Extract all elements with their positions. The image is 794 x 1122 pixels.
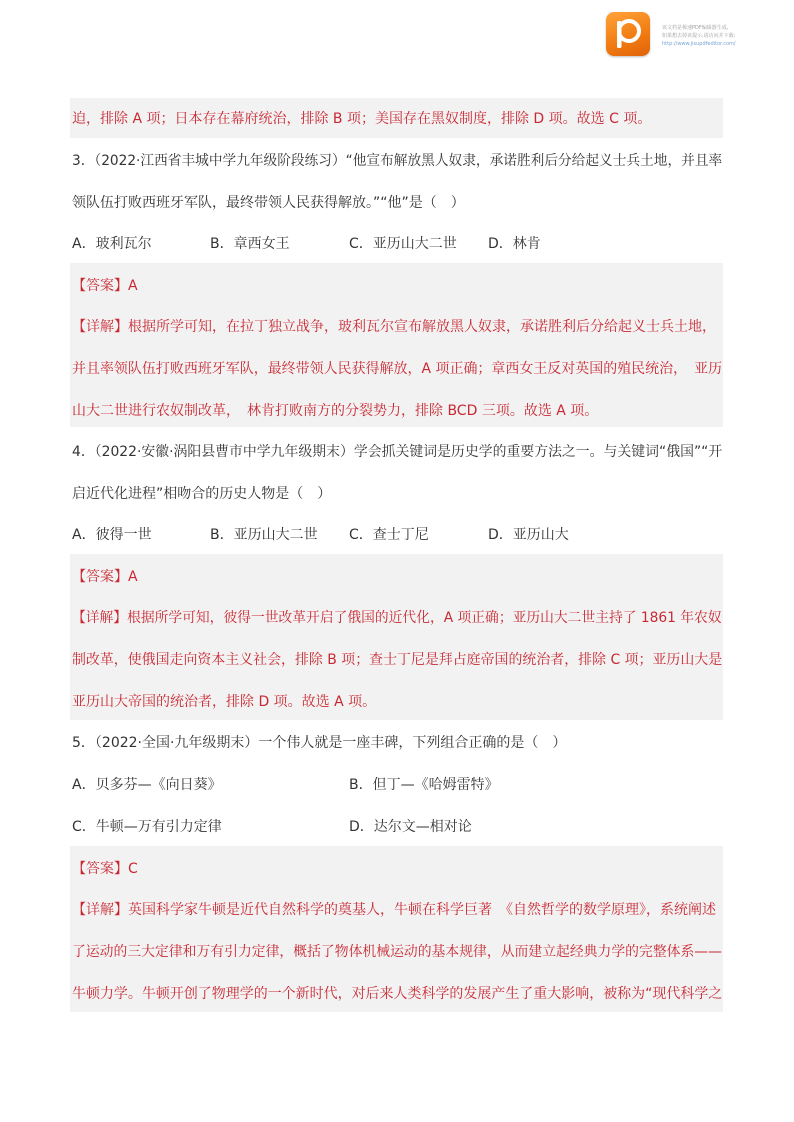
- detail-line: 了运动的三大定律和万有引力定律，概括了物体机械运动的基本规律，从而建立起经典力学的完整体系——: [72, 944, 722, 960]
- option-b: B．亚历山大二世: [210, 527, 318, 543]
- p-letter-icon: [606, 12, 650, 56]
- question-3-line: 3．（2022·江西省丰城中学九年级阶段练习）“他宣布解放黑人奴隶，承诺胜利后分给起义士兵土地，并且率: [72, 153, 723, 169]
- question-5-line: 5．（2022·全国·九年级期末）一个伟人就是一座丰碑，下列组合正确的是（ ）: [72, 735, 567, 751]
- detail-line: 山大二世进行农奴制改革， 林肯打败南方的分裂势力，排除 BCD 三项。故选 A 项。: [72, 403, 599, 419]
- option-a: A．贝多芬—《向日葵》: [72, 777, 222, 793]
- answer-label: 【答案】A: [72, 569, 138, 585]
- detail-line: 【详解】英国科学家牛顿是近代自然科学的奠基人，牛顿在科学巨著 《自然哲学的数学原理》，系统阐述: [72, 902, 716, 918]
- option-d: D．亚历山大: [488, 527, 569, 543]
- detail-line: 迫，排除 A 项；日本存在幕府统治，排除 B 项；美国存在黑奴制度，排除 D 项。故选 C 项。: [72, 111, 652, 127]
- watermark-text: [662, 24, 790, 48]
- option-c: C．牛顿—万有引力定律: [72, 819, 222, 835]
- watermark-line: 如果想去掉该提示,请访问并下载:: [662, 33, 736, 39]
- watermark-line: 该文档是极速PDF编辑器生成,: [662, 25, 729, 31]
- option-d: D．达尔文—相对论: [349, 819, 472, 835]
- option-b: B．但丁—《哈姆雷特》: [349, 777, 499, 793]
- answer-label: 【答案】A: [72, 278, 138, 294]
- detail-line: 并且率领队伍打败西班牙军队，最终带领人民获得解放，A 项正确；章西女王反对英国的殖民统治， 亚历: [72, 361, 723, 377]
- option-c: C．查士丁尼: [349, 527, 429, 543]
- question-4-line: 4．（2022·安徽·涡阳县曹市中学九年级期末）学会抓关键词是历史学的重要方法之一。与关键词“俄国”“开: [72, 444, 723, 460]
- question-4-line: 启近代化进程”相吻合的历史人物是（ ）: [72, 486, 332, 502]
- detail-line: 制改革，使俄国走向资本主义社会，排除 B 项；查士丁尼是拜占庭帝国的统治者，排除 C 项；亚历山大是: [72, 652, 723, 668]
- option-d: D．林肯: [488, 236, 541, 252]
- option-b: B．章西女王: [210, 236, 290, 252]
- answer-label: 【答案】C: [72, 861, 138, 877]
- detail-line: 亚历山大帝国的统治者，排除 D 项。故选 A 项。: [72, 694, 377, 710]
- pdf-editor-logo: [606, 12, 650, 56]
- detail-line: 牛顿力学。牛顿开创了物理学的一个新时代，对后来人类科学的发展产生了重大影响，被称为“现代科学之: [72, 986, 723, 1002]
- option-a: A．玻利瓦尔: [72, 236, 152, 252]
- detail-line: 【详解】根据所学可知，彼得一世改革开启了俄国的近代化，A 项正确；亚历山大二世主持了 1861 年农奴: [72, 610, 722, 626]
- option-c: C．亚历山大二世: [349, 236, 457, 252]
- watermark-url: http://www.jisupdfeditor.com/: [662, 41, 736, 47]
- detail-line: 【详解】根据所学可知，在拉丁独立战争，玻利瓦尔宣布解放黑人奴隶，承诺胜利后分给起义士兵土地，: [72, 319, 716, 335]
- question-3-line: 领队伍打败西班牙军队，最终带领人民获得解放。”“他”是（ ）: [72, 195, 465, 211]
- option-a: A．彼得一世: [72, 527, 152, 543]
